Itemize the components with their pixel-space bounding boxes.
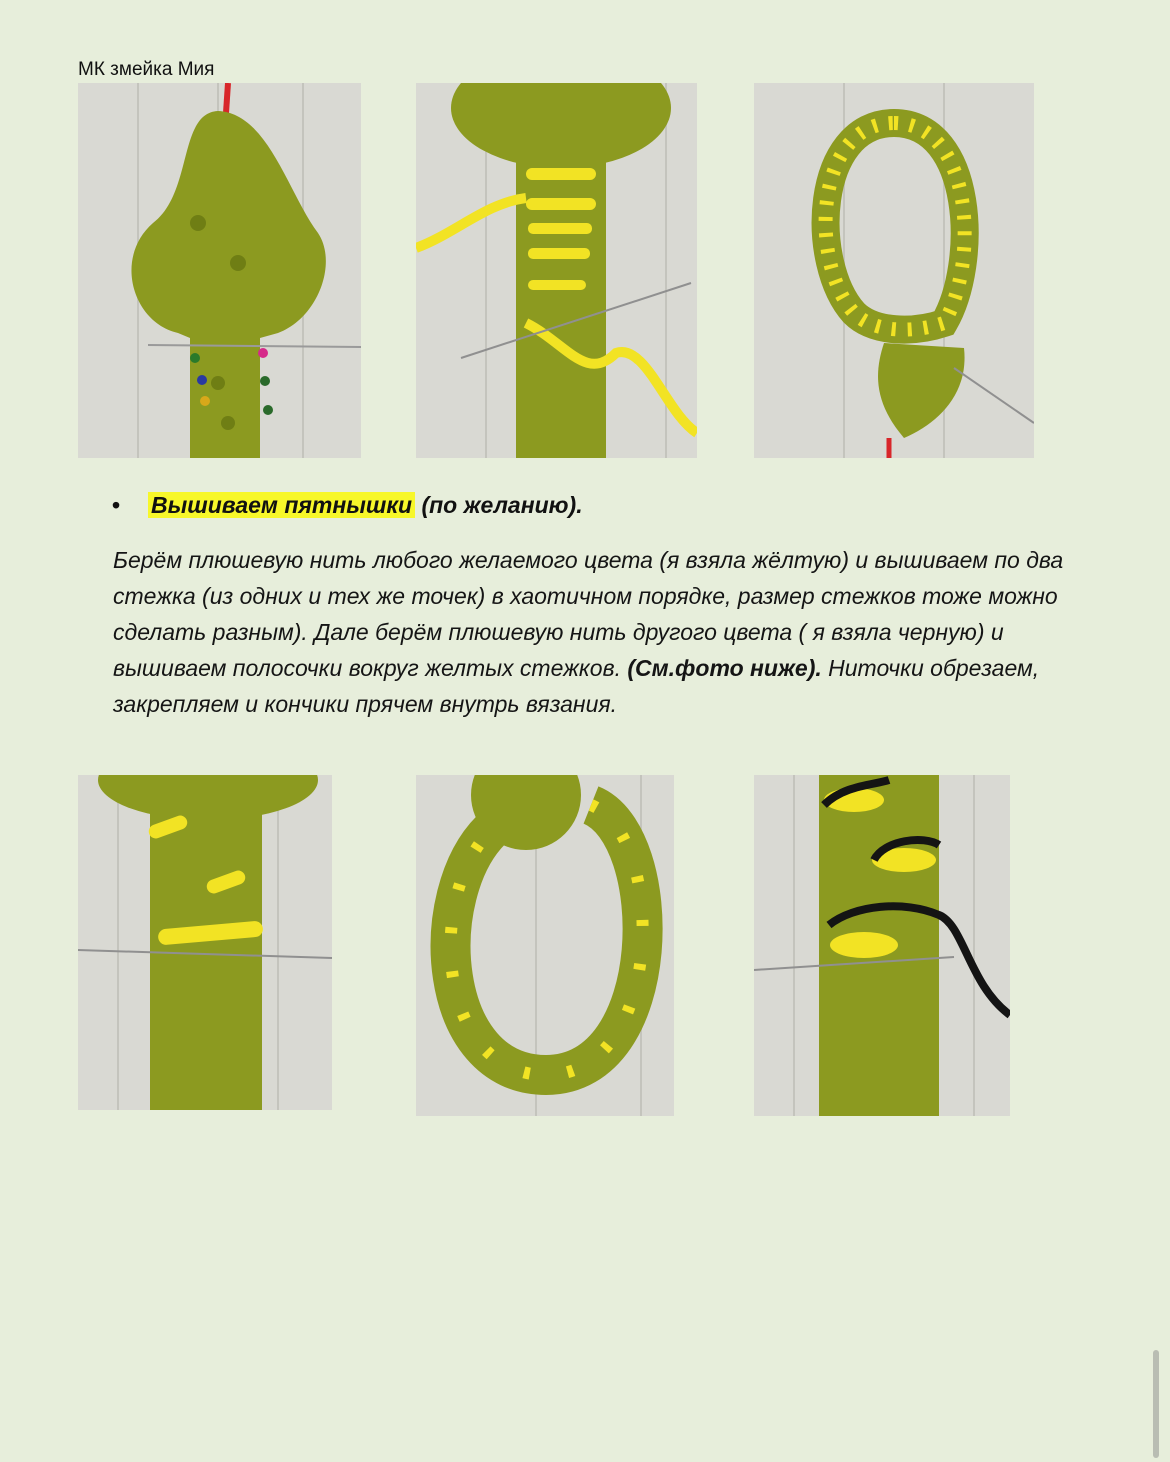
highlighted-heading: Вышиваем пятнышки [148, 492, 415, 518]
paragraph-part-2: Ниточки обрезаем, закрепляем и кончики прячем внутрь вязания. [113, 655, 1040, 717]
bullet-icon: • [112, 492, 121, 518]
scrollbar-thumb[interactable] [1153, 1350, 1159, 1458]
spots-loop-photo [416, 775, 674, 1116]
paragraph-part-1: Берём плюшевую нить любого желаемого цвета (я взяла жёлтую) и вышиваем по два стежка (из одних и тех же точек) в хаотичном порядке, размер стежков тоже можно сделать разным). Дале берём плюшевую нить другого цвета ( я взяла черную) и вышиваем полосочки вокруг желтых стежков. [113, 547, 1064, 681]
snake-head-with-pins-photo [78, 83, 361, 458]
black-stripes-photo [754, 775, 1010, 1116]
yellow-stitches-photo [78, 775, 332, 1110]
snake-loop-stripes-photo [754, 83, 1034, 458]
section-heading [112, 492, 583, 519]
instruction-paragraph [113, 542, 1103, 722]
yellow-stripes-embroidery-photo [416, 83, 697, 458]
page-title: МК змейка Мия [78, 59, 215, 80]
heading-note: (по желанию). [415, 492, 583, 518]
paragraph-bold-reference: (См.фото ниже). [627, 655, 822, 681]
